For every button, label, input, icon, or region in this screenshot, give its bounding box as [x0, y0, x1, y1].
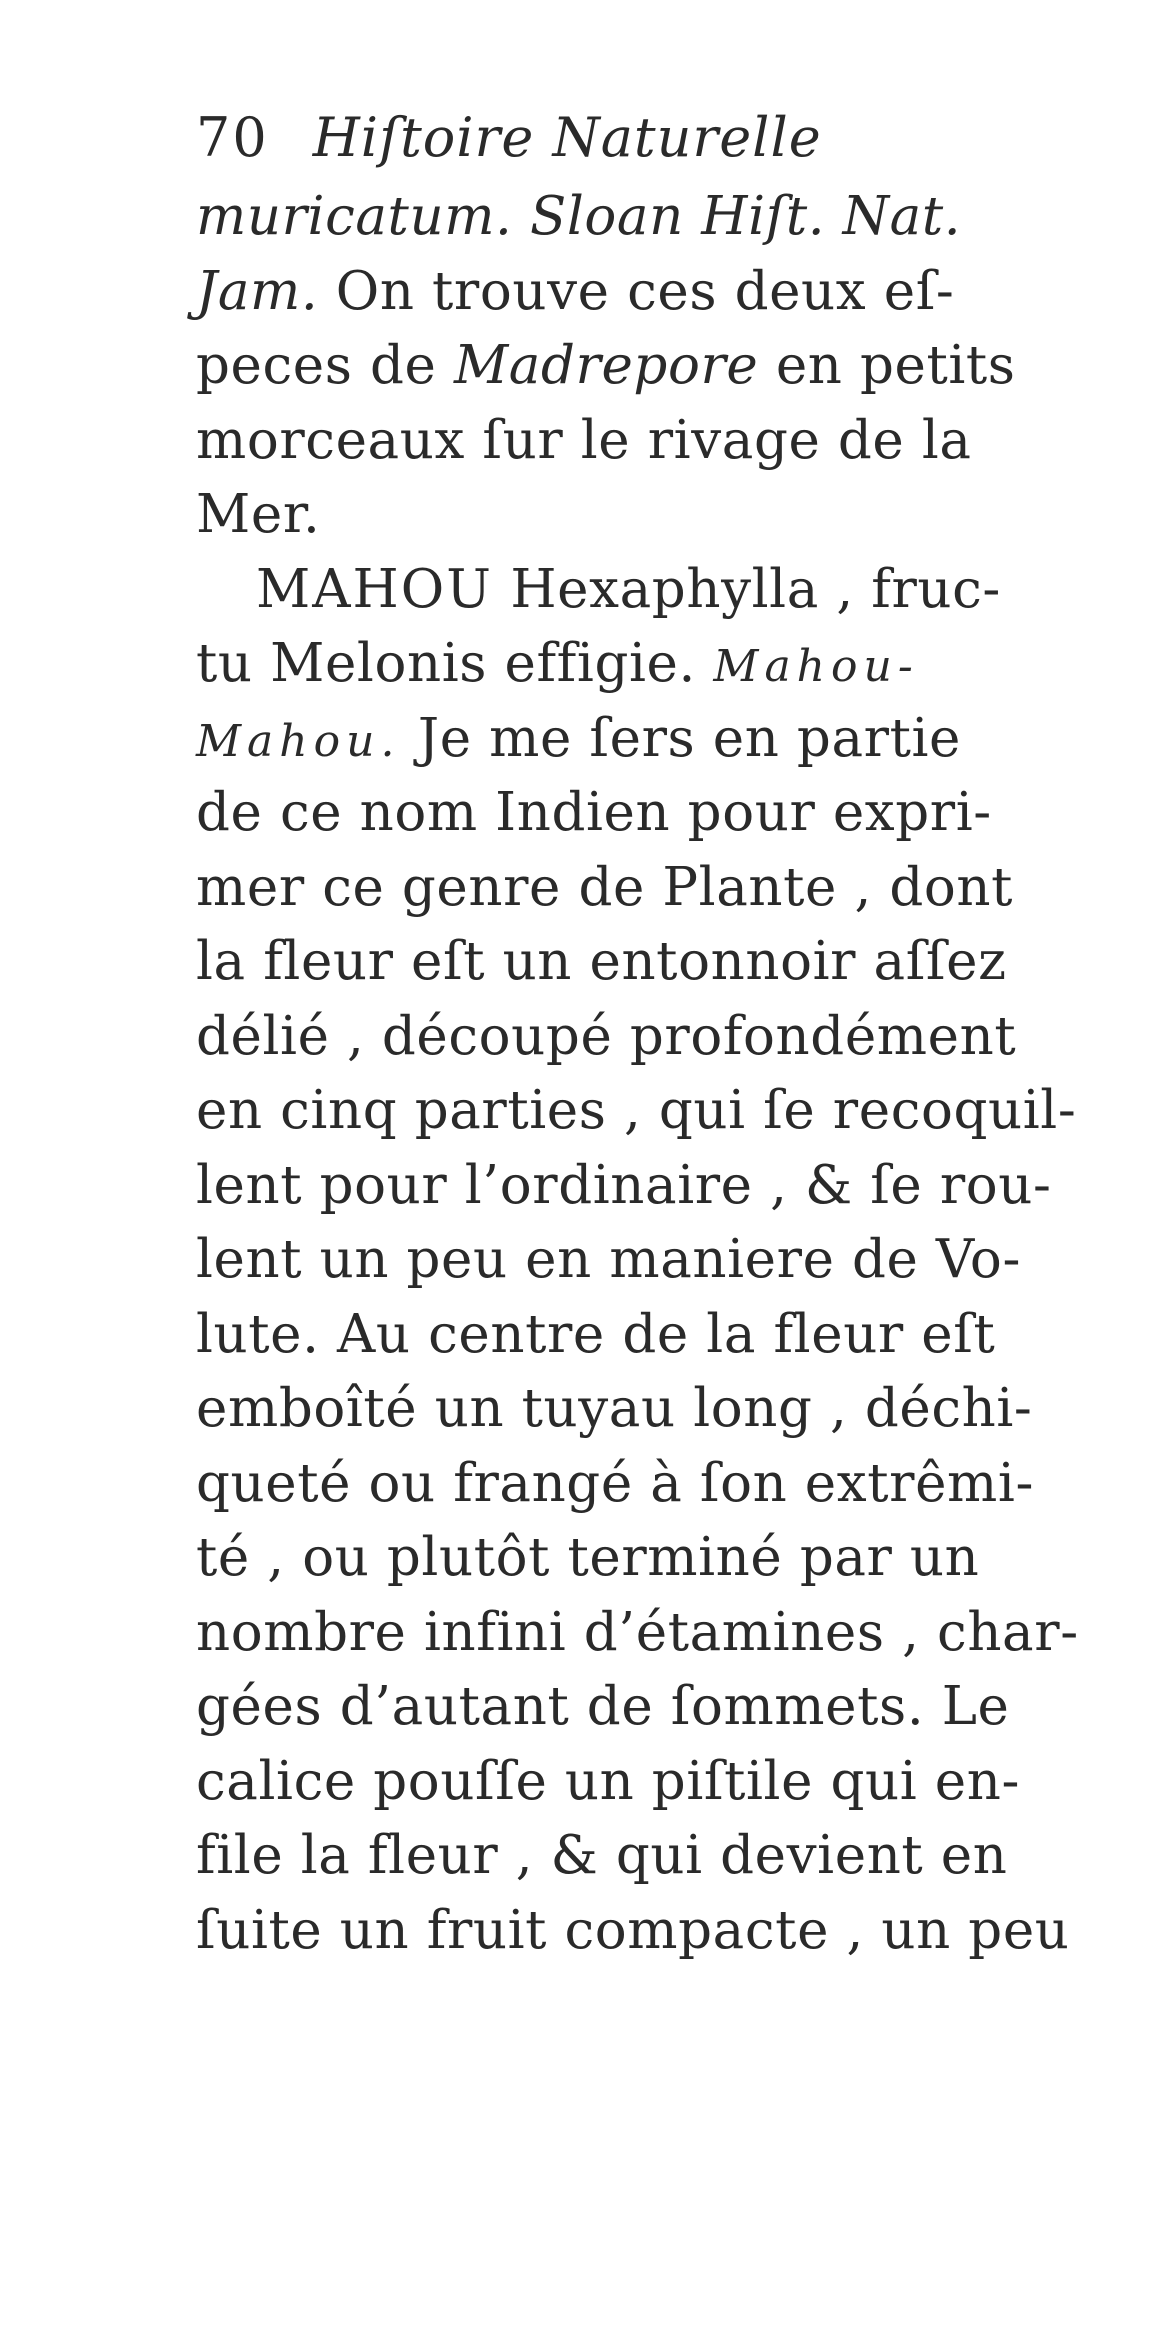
line-text: en cinq parties , qui ſe recoquil- — [196, 1080, 1077, 1141]
text-line — [196, 1000, 1136, 1075]
italic-term: Madrepore — [453, 335, 759, 396]
line-text: la fleur eſt un entonnoir aſſez — [196, 931, 1007, 992]
line-text: morceaux ſur le rivage de la — [196, 409, 972, 471]
text-line — [196, 1596, 1136, 1671]
line-text: gées d’autant de ſommets. Le — [196, 1676, 1010, 1737]
line-text: de ce nom Indien pour expri- — [196, 782, 992, 843]
line-text: en petits — [758, 335, 1016, 396]
body-text — [196, 180, 1136, 1968]
line-text: nombre infini d’étamines , char- — [196, 1601, 1079, 1663]
italic-small-caps-name: Mahou. — [196, 715, 401, 767]
text-line — [196, 255, 1136, 330]
line-text: queté ou frangé à ſon extrêmi- — [196, 1452, 1034, 1514]
italic-citation: muricatum. Sloan Hiſt. Nat. — [196, 186, 962, 247]
line-text: té , ou plutôt terminé par un — [196, 1527, 980, 1588]
line-text: ſuite un fruit compacte , un peu — [196, 1899, 1070, 1961]
line-text: lent un peu en maniere de Vo- — [196, 1229, 1021, 1290]
text-line — [196, 1074, 1136, 1149]
text-line — [196, 1447, 1136, 1522]
line-text: délié , découpé profondément — [196, 1005, 1017, 1067]
running-title: Hiſtoire Naturelle — [312, 106, 822, 169]
line-text: file la fleur , & qui devient en — [196, 1825, 1008, 1886]
line-text: Je me ſers en partie — [400, 707, 961, 769]
text-line — [196, 1670, 1136, 1745]
line-text: On trouve ces deux eſ- — [318, 260, 955, 322]
text-line — [196, 404, 1136, 479]
page-header — [196, 100, 822, 176]
line-text: lute. Au centre de la fleur eſt — [196, 1303, 996, 1365]
text-line — [196, 627, 1136, 702]
text-line — [196, 1521, 1136, 1596]
text-line — [196, 1223, 1136, 1298]
line-text: peces de — [196, 335, 454, 396]
text-line — [196, 1819, 1136, 1894]
text-line — [196, 1298, 1136, 1373]
italic-small-caps-name: Mahou- — [713, 641, 919, 692]
text-line — [196, 1149, 1136, 1224]
italic-citation: Jam. — [196, 260, 319, 322]
page-number: 70 — [196, 106, 269, 169]
text-line — [196, 851, 1136, 926]
text-line — [196, 925, 1136, 1000]
line-text: Hexaphylla , fruc- — [492, 558, 1001, 620]
line-text: calice pouſſe un piſtile qui en- — [196, 1750, 1020, 1812]
line-text: lent pour l’ordinaire , & ſe rou- — [196, 1154, 1052, 1216]
text-line — [196, 553, 1136, 628]
text-line — [196, 776, 1136, 851]
text-line — [196, 329, 1136, 404]
text-line — [196, 1372, 1136, 1447]
entry-headword: MAHOU — [256, 558, 493, 620]
line-text: tu Melonis effigie. — [196, 633, 714, 694]
text-line — [196, 180, 1136, 255]
text-line — [196, 1894, 1136, 1969]
line-text: emboîté un tuyau long , déchi- — [196, 1378, 1033, 1439]
line-text: mer ce genre de Plante , dont — [196, 856, 1014, 918]
text-line — [196, 478, 1136, 553]
text-line — [196, 702, 1136, 777]
line-text: Mer. — [196, 484, 321, 545]
text-line — [196, 1745, 1136, 1820]
